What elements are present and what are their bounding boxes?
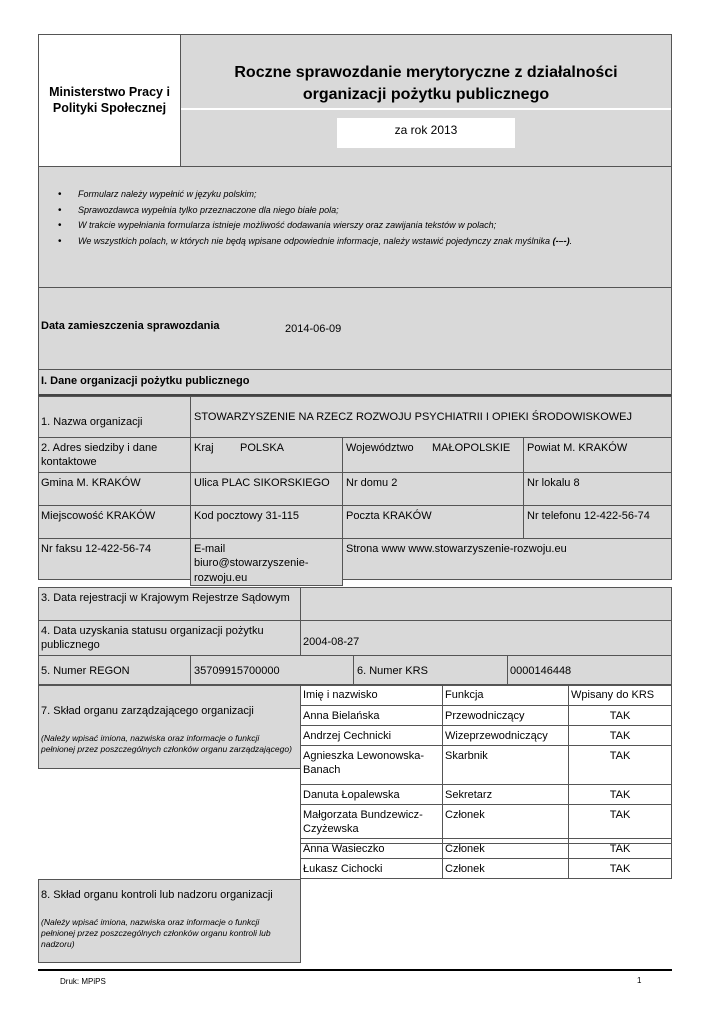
member-name: Andrzej Cechnicki [303,730,392,742]
postal-code: Kod pocztowy 31-115 [194,510,299,522]
member-krs: TAK [609,750,631,762]
board-label-cell [38,685,301,769]
regon-label: 5. Numer REGON [41,665,130,677]
page-number: 1 [637,976,642,985]
house-number: Nr domu 2 [346,477,398,489]
member-name: Danuta Łopalewska [303,789,400,801]
report-year: za rok 2013 [394,123,458,137]
board-note-line1: (Należy wpisać imiona, nazwiska oraz informacje o funkcji [41,733,260,743]
member-krs: TAK [609,789,631,801]
krs-date-cell[interactable] [300,587,672,621]
post-office: Poczta KRAKÓW [346,510,432,522]
publication-label: Data zamieszczenia sprawozdania [41,320,220,332]
fax-number: Nr faksu 12-422-56-74 [41,543,152,555]
org-name-label: 1. Nazwa organizacji [41,416,143,428]
board-label: 7. Skład organu zarządzającego organizacji [41,705,254,717]
commune: Gmina M. KRAKÓW [41,477,141,489]
member-krs: TAK [609,710,631,722]
control-label: 8. Skład organu kontroli lub nadzoru organizacji [41,889,273,901]
instruction-item: • W trakcie wypełniania formularza istnieje możliwość dodawania wierszy oraz zawijania tekstów w polach; [58,218,572,234]
member-function: Wizeprzewodniczący [445,730,548,742]
instructions-list [58,187,572,249]
email-line2: rozwoju.eu [194,572,248,584]
status-date: 2004-08-27 [303,636,360,648]
board-header-name: Imię i nazwisko [303,689,378,701]
member-krs: TAK [609,843,631,855]
voivodeship-value: MAŁOPOLSKIE [432,442,511,454]
country-label: Kraj [194,442,214,454]
country-value: POLSKA [240,442,285,454]
board-note-line2: pełnionej przez poszczególnych członków organu zarządzającego) [41,744,292,754]
member-name: Łukasz Cichocki [303,863,383,875]
member-name: Anna Wasieczko [303,843,385,855]
board-header-krs: Wpisany do KRS [571,689,655,701]
regon-value: 35709915700000 [194,665,280,677]
address-label: 2. Adres siedziby i dane kontaktowe [41,442,158,468]
status-date-label-line2: publicznego [41,639,100,651]
status-date-label-line1: 4. Data uzyskania statusu organizacji pożytku [41,625,264,637]
member-function: Członek [445,863,485,875]
county: Powiat M. KRAKÓW [527,442,628,454]
publication-date: 2014-06-09 [285,323,342,335]
street: Ulica PLAC SIKORSKIEGO [194,477,330,489]
krs-label: 6. Numer KRS [357,665,428,677]
member-function: Skarbnik [445,750,488,762]
member-name: Małgorzata Bundzewicz-Czyżewska [303,809,423,835]
board-table [300,685,672,879]
voivodeship-label: Województwo [346,442,414,454]
email-line1: biuro@stowarzyszenie- [194,557,309,569]
phone-number: Nr telefonu 12-422-56-74 [527,510,650,522]
krs-date-label: 3. Data rejestracji w Krajowym Rejestrze Sądowym [41,592,290,604]
dash-mark: (-–-) [552,235,570,246]
member-krs: TAK [609,730,631,742]
city: Miejscowość KRAKÓW [41,510,156,522]
member-krs: TAK [609,809,631,821]
email-label: E-mail [194,543,226,555]
member-function: Członek [445,843,485,855]
page-title-line2: organizacji pożytku publicznego [302,86,550,103]
instruction-item: • Sprawozdawca wypełnia tylko przeznaczone dla niego białe pola; [58,203,572,219]
member-function: Przewodniczący [445,710,525,722]
member-function: Sekretarz [445,789,493,801]
member-name: Anna Bielańska [303,710,380,722]
member-name: Agnieszka Lewonowska-Banach [303,750,425,776]
member-function: Członek [445,809,485,821]
instruction-item: • We wszystkich polach, w których nie będą wpisane odpowiednie informacje, należy wstawić pojedynczy znak myślnika (-–-). [58,234,572,250]
footer-print: Druk: MPiPS [60,977,106,986]
krs-value: 0000146448 [510,665,572,677]
org-name-value: STOWARZYSZENIE NA RZECZ ROZWOJU PSYCHIATRII I OPIEKI ŚRODOWISKOWEJ [194,411,632,423]
apartment-number: Nr lokalu 8 [527,477,580,489]
control-note-line3: nadzoru) [41,939,75,949]
ministry-name: Ministerstwo Pracy i Polityki Społecznej [49,85,170,115]
section1-title: I. Dane organizacji pożytku publicznego [41,375,250,387]
control-note-line2: pełnionej przez poszczególnych członków organu kontroli lub [41,928,271,938]
board-header-function: Funkcja [445,689,484,701]
footer-divider [38,969,672,971]
instruction-text: We wszystkich polach, w których nie będą wpisane odpowiednie informacje, należy wstawić pojedynczy znak myślnika [78,235,551,246]
control-note-line1: (Należy wpisać imiona, nazwiska oraz informacje o funkcji [41,917,260,927]
instruction-item: • Formularz należy wypełnić w języku polskim; [58,187,572,203]
page-title-line1: Roczne sprawozdanie merytoryczne z działalności [234,64,618,81]
website: Strona www www.stowarzyszenie-rozwoju.eu [346,543,567,555]
title-white-band [181,108,671,110]
member-krs: TAK [609,863,631,875]
